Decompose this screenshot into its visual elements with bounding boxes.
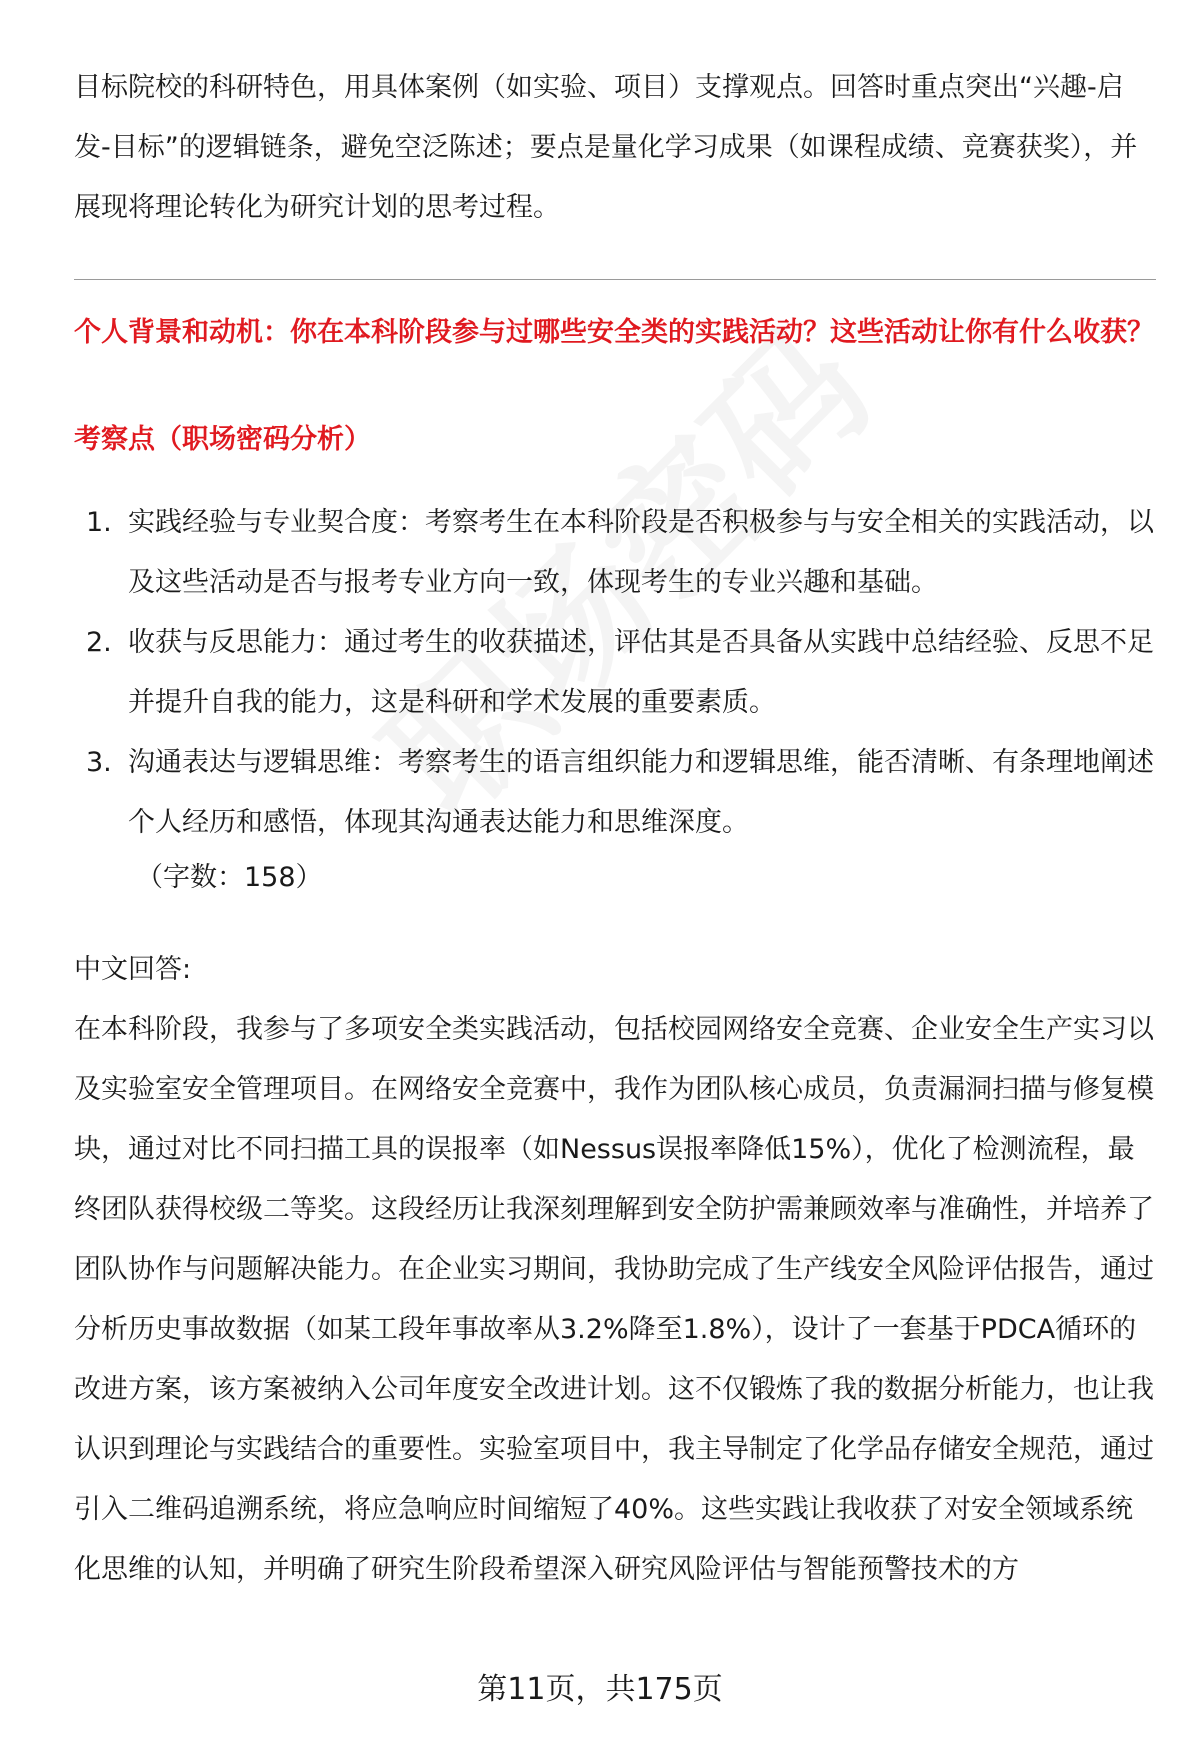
answer-body: 在本科阶段，我参与了多项安全类实践活动，包括校园网络安全竞赛、企业安全生产实习以及实验室安全管理项目。在网络安全竞赛中，我作为团队核心成员，负责漏洞扫描与修复模块，通过对比不同扫描工具的误报率（如Nessus误报率降低15%），优化了检测流程，最终团队获得校级二等奖。这段经历让我深刻理解到安全防护需兼顾效率与准确性，并培养了团队协作与问题解决能力。在企业实习期间，我协助完成了生产线安全风险评估报告，通过分析历史事故数据（如某工段年事故率从3.2%降至1.8%），设计了一套基于PDCA循环的改进方案，该方案被纳入公司年度安全改进计划。这不仅锻炼了我的数据分析能力，也让我认识到理论与实践结合的重要性。实验室项目中，我主导制定了化学品存储安全规范，通过引入二维码追溯系统，将应急响应时间缩短了40%。这些实践让我收获了对安全领域系统化思维的认知，并明确了研究生阶段希望深入研究风险评估与智能预警技术的方 [74, 1014, 1154, 1585]
section-divider [74, 279, 1156, 280]
focus-list [74, 493, 1154, 853]
interview-question: 个人背景和动机：你在本科阶段参与过哪些安全类的实践活动？这些活动让你有什么收获？ [74, 317, 1154, 348]
page-number: 第11页，共175页 [477, 1672, 723, 1707]
focus-item-text: 沟通表达与逻辑思维：考察考生的语言组织能力和逻辑思维，能否清晰、有条理地阐述个人经历和感悟，体现其沟通表达能力和思维深度。 [128, 747, 1154, 838]
answer-heading: 中文回答: [74, 954, 192, 985]
focus-item-number: 1. [86, 507, 112, 538]
focus-item-number: 2. [86, 627, 112, 658]
focus-item-text: 收获与反思能力：通过考生的收获描述，评估其是否具备从实践中总结经验、反思不足并提升自我的能力，这是科研和学术发展的重要素质。 [128, 627, 1154, 718]
intro-paragraph: 目标院校的科研特色，用具体案例（如实验、项目）支撑观点。回答时重点突出“兴趣-启发-目标”的逻辑链条，避免空泛陈述；要点是量化学习成果（如课程成绩、竞赛获奖），并展现将理论转化为研究计划的思考过程。 [74, 72, 1138, 223]
focus-item [74, 493, 1154, 613]
focus-item-number: 3. [86, 747, 112, 778]
focus-item [74, 733, 1154, 853]
focus-heading: 考察点（职场密码分析） [74, 424, 371, 455]
focus-item-text: 实践经验与专业契合度：考察考生在本科阶段是否积极参与与安全相关的实践活动，以及这些活动是否与报考专业方向一致，体现考生的专业兴趣和基础。 [128, 507, 1154, 598]
focus-item [74, 613, 1154, 733]
word-count: （字数：158） [136, 862, 323, 893]
